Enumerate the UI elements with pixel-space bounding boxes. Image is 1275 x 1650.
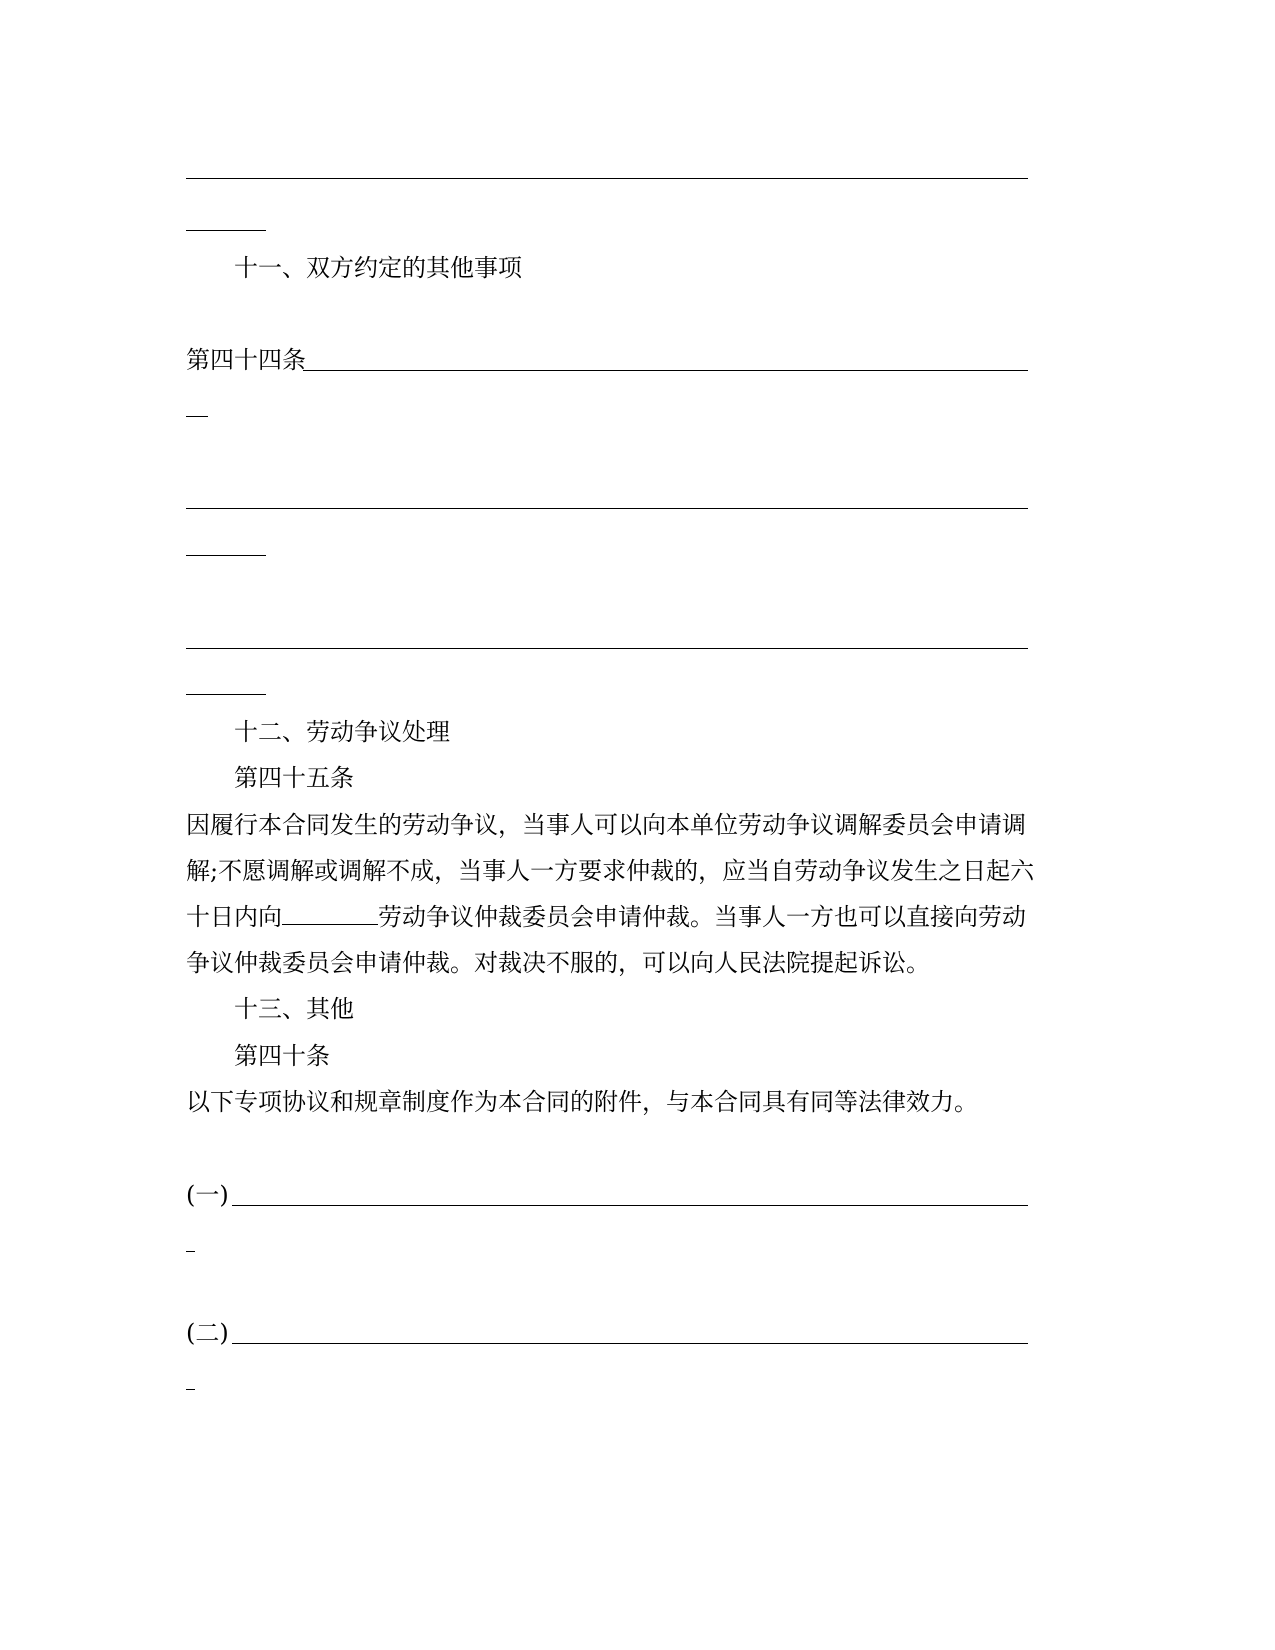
attachment-item-2-blank-continuation	[186, 1389, 195, 1390]
article-45-text-line	[186, 902, 1026, 932]
arbitration-commission-blank	[282, 904, 378, 925]
attachment-item-1-blank-line	[232, 1205, 1028, 1206]
section-12-heading: 十二、劳动争议处理	[234, 718, 450, 746]
article-44-blank-continuation	[186, 416, 208, 417]
attachment-item-1-blank-continuation	[186, 1251, 195, 1252]
article-45-label: 第四十五条	[234, 764, 354, 792]
section-13-heading: 十三、其他	[234, 995, 354, 1023]
attachment-item-2-label: (二)	[186, 1319, 229, 1347]
article-45-text-fragment: 劳动争议仲裁委员会申请仲裁。当事人一方也可以直接向劳动	[378, 903, 1026, 931]
article-45-text-fragment: 十日内向	[186, 903, 282, 931]
article-45-text-line: 争议仲裁委员会申请仲裁。对裁决不服的，可以向人民法院提起诉讼。	[186, 949, 930, 977]
article-44-blank-line	[303, 370, 1028, 371]
article-45-text-line: 因履行本合同发生的劳动争议，当事人可以向本单位劳动争议调解委员会申请调	[186, 811, 1026, 839]
article-40-text-line: 以下专项协议和规章制度作为本合同的附件，与本合同具有同等法律效力。	[186, 1088, 978, 1116]
article-45-text-line: 解;不愿调解或调解不成，当事人一方要求仲裁的，应当自劳动争议发生之日起六	[186, 857, 1035, 885]
article-40-label: 第四十条	[234, 1042, 330, 1070]
blank-line	[186, 178, 1028, 179]
article-44-label: 第四十四条	[186, 346, 306, 374]
attachment-item-2-blank-line	[232, 1343, 1028, 1344]
blank-line-continuation	[186, 694, 266, 695]
attachment-item-1-label: (一)	[186, 1181, 229, 1209]
blank-line-continuation	[186, 555, 266, 556]
blank-line-continuation	[186, 230, 266, 231]
blank-line	[186, 648, 1028, 649]
blank-line	[186, 508, 1028, 509]
section-11-heading: 十一、双方约定的其他事项	[234, 254, 522, 282]
